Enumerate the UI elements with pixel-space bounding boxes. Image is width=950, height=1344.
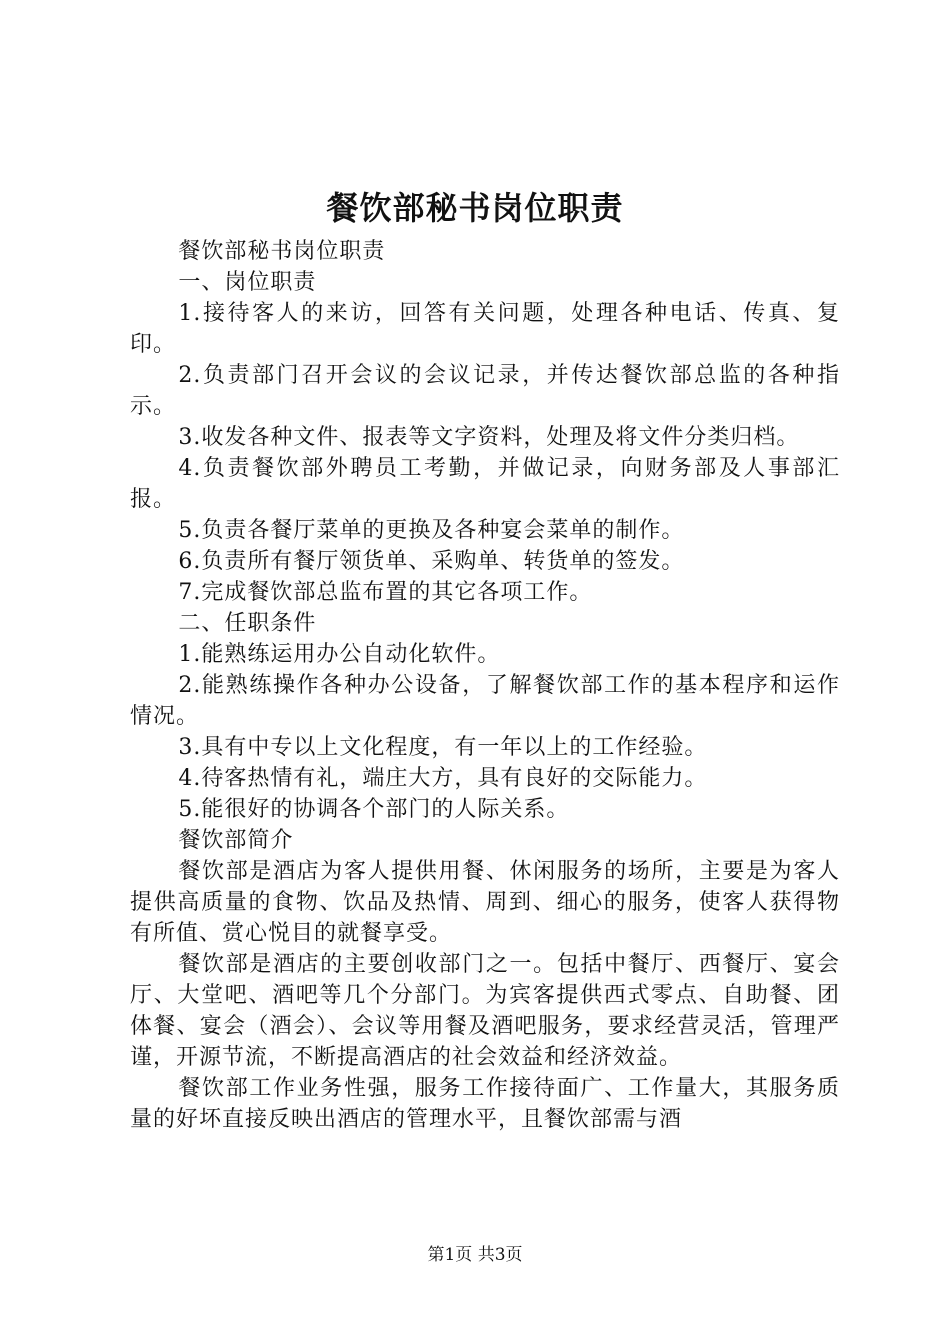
document-body xyxy=(130,236,840,1135)
duty-item-1: 1.接待客人的来访，回答有关问题，处理各种电话、传真、复印。 xyxy=(130,301,840,357)
duty-item-7: 7.完成餐饮部总监布置的其它各项工作。 xyxy=(178,580,593,605)
intro-paragraph-3: 餐饮部工作业务性强，服务工作接待面广、工作量大，其服务质量的好坏直接反映出酒店的管理水平，且餐饮部需与酒 xyxy=(130,1076,840,1132)
section-heading-duties: 一、岗位职责 xyxy=(178,270,317,295)
requirement-item-4: 4.待客热情有礼，端庄大方，具有良好的交际能力。 xyxy=(178,766,708,791)
duty-item-4: 4.负责餐饮部外聘员工考勤，并做记录，向财务部及人事部汇报。 xyxy=(130,456,840,512)
requirement-item-3: 3.具有中专以上文化程度，有一年以上的工作经验。 xyxy=(178,735,708,760)
document-title: 餐饮部秘书岗位职责 xyxy=(326,189,624,227)
page-number-footer: 第1页 共3页 xyxy=(427,1245,523,1265)
duty-item-6: 6.负责所有餐厅领货单、采购单、转货单的签发。 xyxy=(178,549,685,574)
duty-item-3: 3.收发各种文件、报表等文字资料，处理及将文件分类归档。 xyxy=(178,425,800,450)
requirement-item-5: 5.能很好的协调各个部门的人际关系。 xyxy=(178,797,570,822)
paragraph-heading: 餐饮部秘书岗位职责 xyxy=(178,239,386,264)
duty-item-5: 5.负责各餐厅菜单的更换及各种宴会菜单的制作。 xyxy=(178,518,685,543)
intro-paragraph-1: 餐饮部是酒店为客人提供用餐、休闲服务的场所，主要是为客人提供高质量的食物、饮品及热情、周到、细心的服务，使客人获得物有所值、赏心悦目的就餐享受。 xyxy=(130,859,840,946)
requirement-item-1: 1.能熟练运用办公自动化软件。 xyxy=(178,642,501,667)
intro-paragraph-2: 餐饮部是酒店的主要创收部门之一。包括中餐厅、西餐厅、宴会厅、大堂吧、酒吧等几个分部门。为宾客提供西式零点、自助餐、团体餐、宴会（酒会）、会议等用餐及酒吧服务，要求经营灵活，管理严谨，开源节流，不断提高酒店的社会效益和经济效益。 xyxy=(130,952,840,1070)
section-heading-intro: 餐饮部简介 xyxy=(178,828,294,853)
duty-item-2: 2.负责部门召开会议的会议记录，并传达餐饮部总监的各种指示。 xyxy=(130,363,840,419)
section-heading-requirements: 二、任职条件 xyxy=(178,611,317,636)
requirement-item-2: 2.能熟练操作各种办公设备，了解餐饮部工作的基本程序和运作情况。 xyxy=(130,673,840,729)
